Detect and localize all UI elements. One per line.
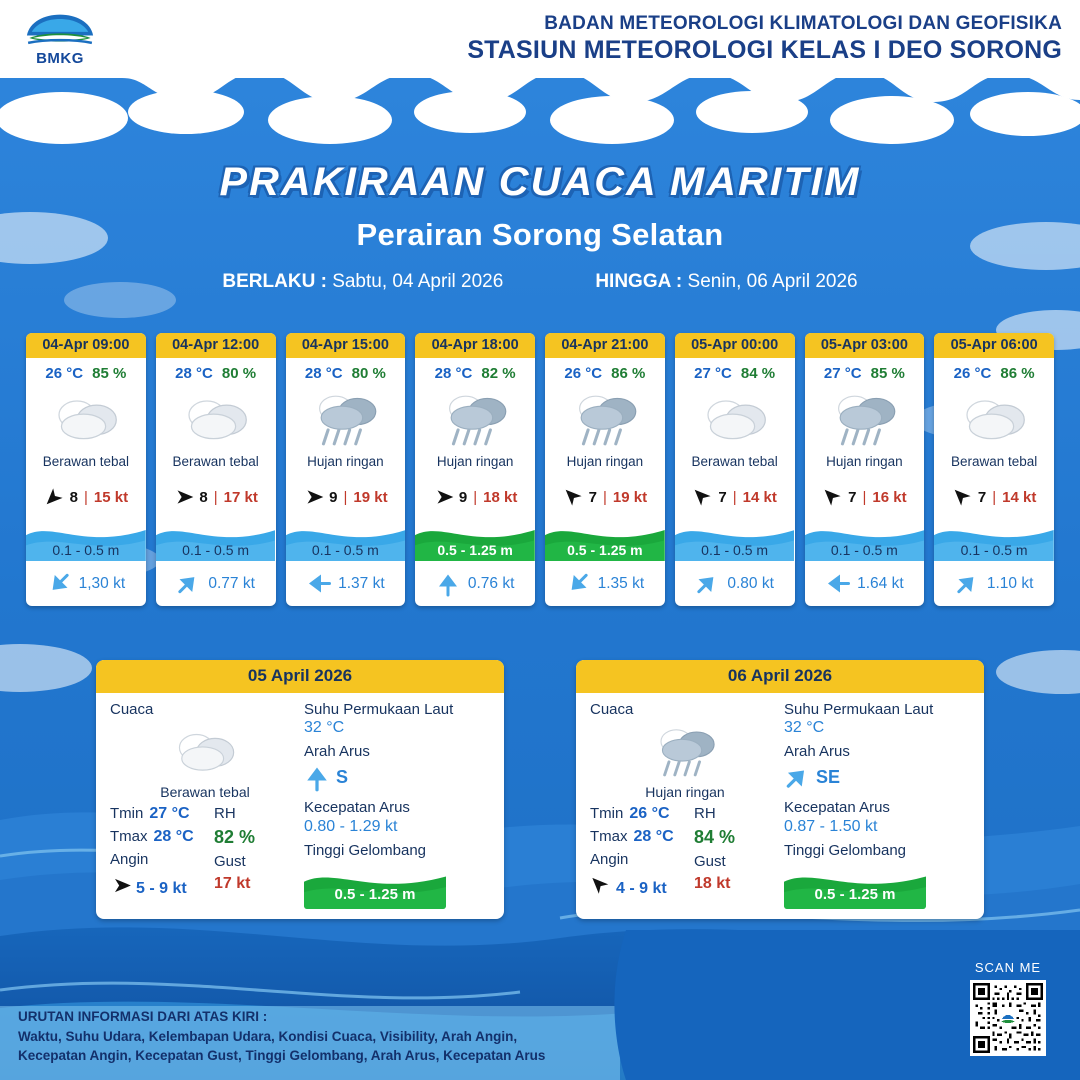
- forecast-current: [675, 563, 795, 606]
- forecast-temperature: 26 °C: [953, 365, 992, 382]
- forecast-time: 05-Apr 06:00: [934, 333, 1054, 358]
- forecast-card: [156, 333, 276, 606]
- forecast-temperature: 26 °C: [45, 365, 84, 382]
- daily-condition: Hujan ringan: [645, 784, 725, 800]
- validity-row: [0, 271, 1080, 293]
- daily-wave-height: 0.5 - 1.25 m: [334, 886, 416, 903]
- forecast-condition: Berawan tebal: [172, 454, 259, 469]
- daily-gel-label: Tinggi Gelombang: [304, 842, 427, 859]
- qr-code[interactable]: [970, 980, 1046, 1056]
- daily-tmin-label: Tmin: [110, 805, 144, 822]
- forecast-temp-humidity: [286, 358, 406, 384]
- daily-arus-label: Arah Arus: [784, 743, 850, 760]
- forecast-wave-height: 0.5 - 1.25 m: [567, 542, 643, 558]
- forecast-condition: Hujan ringan: [436, 454, 514, 469]
- forecast-wind-speed: 14 kt: [1002, 488, 1037, 506]
- forecast-card-list: [26, 333, 1054, 606]
- forecast-weather-icon: [675, 384, 795, 454]
- daily-angin: 5 - 9 kt: [136, 880, 187, 897]
- forecast-time: 04-Apr 09:00: [26, 333, 146, 358]
- daily-sst-label: Suhu Permukaan Laut: [784, 701, 934, 718]
- daily-kec: 0.87 - 1.50 kt: [784, 818, 878, 835]
- forecast-current: [805, 563, 925, 606]
- legend-line-3: Kecepatan Angin, Kecepatan Gust, Tinggi Gelombang, Arah Arus, Kecepatan Arus: [18, 1048, 546, 1064]
- forecast-temperature: 27 °C: [823, 365, 862, 382]
- forecast-card: [545, 333, 665, 606]
- forecast-current: [934, 563, 1054, 606]
- forecast-wind-speed: 15 kt: [93, 488, 129, 506]
- daily-gel-label: Tinggi Gelombang: [784, 842, 907, 859]
- forecast-wind-visibility: 7: [848, 488, 857, 506]
- forecast-wind-visibility: 7: [588, 488, 597, 506]
- cloudy-icon: [179, 392, 253, 446]
- forecast-condition: Hujan ringan: [566, 454, 644, 469]
- current-direction-arrow: [304, 762, 330, 793]
- daily-forecast-panel: [96, 660, 504, 919]
- daily-cuaca-label: Cuaca: [590, 701, 634, 718]
- daily-rh-label: RH: [214, 805, 236, 822]
- forecast-humidity: 86 %: [1000, 365, 1035, 382]
- forecast-current: [156, 563, 276, 606]
- daily-date: 06 April 2026: [576, 660, 984, 693]
- legend-note: [18, 1007, 545, 1066]
- cloudy-icon: [957, 392, 1031, 446]
- daily-arus-dir-text: S: [336, 767, 349, 787]
- daily-cuaca-label: Cuaca: [110, 701, 154, 718]
- valid-from-value: Sabtu, 04 April 2026: [332, 271, 504, 292]
- forecast-wind-visibility: 9: [329, 488, 338, 506]
- forecast-wind-speed: 14 kt: [742, 488, 777, 506]
- forecast-condition: Berawan tebal: [691, 454, 778, 469]
- forecast-wave-band: [675, 519, 795, 563]
- daily-weather-icon: [110, 720, 300, 784]
- forecast-current: [545, 563, 665, 606]
- forecast-time: 04-Apr 21:00: [545, 333, 665, 358]
- wind-direction-arrow: [108, 876, 133, 896]
- forecast-temperature: 28 °C: [434, 365, 473, 382]
- forecast-wind: [805, 473, 925, 519]
- wind-direction-arrow: [431, 487, 455, 507]
- forecast-humidity: 86 %: [611, 365, 646, 382]
- forecast-time: 04-Apr 12:00: [156, 333, 276, 358]
- forecast-weather-icon: [545, 384, 665, 454]
- daily-kec-label: Kecepatan Arus: [784, 799, 890, 816]
- cloudy-icon: [698, 392, 772, 446]
- forecast-temp-humidity: [415, 358, 535, 384]
- daily-tmax-label: Tmax: [110, 828, 148, 845]
- forecast-current-speed: 1.35 kt: [597, 574, 645, 592]
- forecast-wind-visibility: 7: [977, 488, 987, 506]
- forecast-current: [286, 563, 406, 606]
- forecast-temperature: 28 °C: [304, 365, 343, 382]
- cloudy-icon: [49, 392, 123, 446]
- daily-wave-box: [784, 865, 926, 909]
- bmkg-logo: [0, 11, 120, 67]
- rain-icon: [650, 724, 720, 779]
- valid-to: [595, 271, 857, 293]
- forecast-wind-speed: 17 kt: [223, 488, 258, 506]
- forecast-wind: [675, 473, 795, 519]
- current-direction-arrow: [689, 565, 726, 602]
- forecast-wind: [415, 473, 535, 519]
- current-direction-arrow: [823, 572, 852, 596]
- forecast-wind-speed: 19 kt: [353, 488, 388, 506]
- valid-from-label: BERLAKU :: [222, 271, 327, 292]
- daily-kec: 0.80 - 1.29 kt: [304, 818, 398, 835]
- forecast-card: [805, 333, 925, 606]
- forecast-wave-height: 0.1 - 0.5 m: [960, 542, 1028, 558]
- wind-direction-arrow: [687, 481, 718, 512]
- bmkg-logo-mark: [23, 11, 97, 49]
- daily-rh: 84 %: [694, 827, 736, 847]
- forecast-humidity: 85 %: [92, 365, 127, 382]
- forecast-humidity: 82 %: [481, 365, 516, 382]
- forecast-condition: Berawan tebal: [950, 454, 1038, 469]
- forecast-temp-humidity: [934, 358, 1054, 384]
- wind-direction-arrow: [946, 481, 977, 512]
- forecast-time: 04-Apr 15:00: [286, 333, 406, 358]
- current-direction-arrow: [170, 565, 207, 602]
- forecast-card: [415, 333, 535, 606]
- forecast-wave-band: [805, 519, 925, 563]
- forecast-wind: [545, 473, 665, 519]
- forecast-weather-icon: [934, 384, 1054, 454]
- forecast-current-speed: 0.80 kt: [727, 574, 774, 592]
- wind-separator: |: [343, 488, 348, 506]
- rain-icon: [568, 390, 642, 448]
- forecast-condition: Hujan ringan: [826, 454, 903, 469]
- rain-icon: [438, 390, 512, 448]
- rain-icon: [827, 390, 901, 448]
- forecast-wave-band: [545, 519, 665, 563]
- forecast-wind-speed: 18 kt: [483, 488, 518, 506]
- daily-gust-label: Gust: [214, 853, 246, 870]
- daily-sst: 32 °C: [784, 719, 825, 736]
- forecast-weather-icon: [805, 384, 925, 454]
- wind-direction-arrow: [38, 481, 69, 512]
- forecast-time: 05-Apr 03:00: [805, 333, 925, 358]
- forecast-card: [934, 333, 1054, 606]
- daily-tmin: 26 °C: [629, 805, 670, 822]
- wind-separator: |: [862, 488, 867, 506]
- forecast-temperature: 28 °C: [175, 365, 213, 382]
- forecast-card: [26, 333, 146, 606]
- forecast-wind: [934, 473, 1054, 519]
- legend-line-1: URUTAN INFORMASI DARI ATAS KIRI :: [18, 1009, 268, 1025]
- daily-gust: 17 kt: [214, 875, 251, 892]
- valid-to-value: Senin, 06 April 2026: [687, 271, 858, 292]
- wind-direction-arrow: [301, 487, 325, 507]
- forecast-wave-height: 0.1 - 0.5 m: [701, 542, 769, 558]
- forecast-wave-height: 0.1 - 0.5 m: [311, 542, 379, 558]
- forecast-card: [286, 333, 406, 606]
- forecast-card: [675, 333, 795, 606]
- forecast-wind-visibility: 8: [69, 488, 78, 506]
- daily-angin-label: Angin: [110, 851, 149, 868]
- forecast-humidity: 80 %: [351, 365, 386, 382]
- forecast-wave-band: [26, 519, 146, 563]
- wind-direction-arrow: [817, 481, 848, 512]
- forecast-wave-band: [286, 519, 406, 563]
- forecast-weather-icon: [415, 384, 535, 454]
- forecast-temperature: 27 °C: [694, 365, 732, 382]
- daily-tmin-label: Tmin: [590, 805, 624, 822]
- valid-from: [222, 271, 503, 293]
- daily-gust: 18 kt: [694, 875, 731, 892]
- forecast-condition: Berawan tebal: [42, 454, 130, 469]
- forecast-temp-humidity: [545, 358, 665, 384]
- forecast-humidity: 84 %: [740, 365, 776, 382]
- daily-sst: 32 °C: [304, 719, 345, 736]
- forecast-wave-height: 0.5 - 1.25 m: [437, 542, 513, 558]
- station-name: STASIUN METEOROLOGI KELAS I DEO SORONG: [467, 36, 1062, 64]
- current-direction-arrow: [304, 572, 333, 596]
- daily-date: 05 April 2026: [96, 660, 504, 693]
- current-direction-arrow: [436, 569, 460, 598]
- forecast-humidity: 85 %: [870, 365, 905, 382]
- daily-wave-box: [304, 865, 446, 909]
- forecast-time: 05-Apr 00:00: [675, 333, 795, 358]
- forecast-current-speed: 1.37 kt: [338, 574, 385, 592]
- wind-separator: |: [213, 488, 218, 506]
- forecast-wave-height: 0.1 - 0.5 m: [52, 542, 120, 558]
- forecast-wind: [286, 473, 406, 519]
- forecast-wind-visibility: 7: [718, 488, 727, 506]
- daily-arus-direction: [304, 762, 490, 793]
- page-header: [0, 0, 1080, 78]
- title-block: [0, 160, 1080, 293]
- daily-angin: 4 - 9 kt: [616, 880, 667, 897]
- daily-arus-direction: [784, 762, 970, 793]
- forecast-humidity: 80 %: [221, 365, 257, 382]
- daily-sst-label: Suhu Permukaan Laut: [304, 701, 454, 718]
- current-direction-arrow: [559, 565, 596, 602]
- forecast-current: [415, 563, 535, 606]
- forecast-temperature: 26 °C: [564, 365, 603, 382]
- wind-direction-arrow: [557, 481, 588, 512]
- wind-separator: |: [602, 488, 607, 506]
- wind-separator: |: [83, 488, 88, 506]
- forecast-wave-band: [934, 519, 1054, 563]
- daily-gust-label: Gust: [694, 853, 726, 870]
- forecast-wave-height: 0.1 - 0.5 m: [830, 542, 898, 558]
- forecast-temp-humidity: [26, 358, 146, 384]
- wind-separator: |: [732, 488, 737, 506]
- daily-tmax-label: Tmax: [590, 828, 628, 845]
- daily-rh-label: RH: [694, 805, 716, 822]
- forecast-wind-speed: 16 kt: [872, 488, 907, 506]
- daily-arus-dir-text: SE: [816, 767, 841, 787]
- daily-kec-label: Kecepatan Arus: [304, 799, 410, 816]
- daily-forecast-panel: [576, 660, 984, 919]
- daily-tmin: 27 °C: [149, 805, 190, 822]
- forecast-current-speed: 1.64 kt: [857, 574, 904, 592]
- daily-condition: Berawan tebal: [160, 784, 250, 800]
- forecast-temp-humidity: [156, 358, 276, 384]
- agency-name: BADAN METEOROLOGI KLIMATOLOGI DAN GEOFISIKA: [544, 13, 1062, 34]
- daily-tmax: 28 °C: [633, 828, 674, 845]
- daily-wave-height: 0.5 - 1.25 m: [814, 886, 896, 903]
- forecast-weather-icon: [26, 384, 146, 454]
- bmkg-logo-text: BMKG: [36, 50, 84, 67]
- current-direction-arrow: [948, 565, 985, 602]
- daily-arus-label: Arah Arus: [304, 743, 370, 760]
- legend-line-2: Waktu, Suhu Udara, Kelembapan Udara, Kondisi Cuaca, Visibility, Arah Angin,: [18, 1028, 518, 1044]
- forecast-time: 04-Apr 18:00: [415, 333, 535, 358]
- cloudy-icon: [170, 726, 240, 777]
- scan-me-block: [970, 960, 1046, 1056]
- forecast-wave-band: [415, 519, 535, 563]
- forecast-wind-visibility: 8: [199, 488, 208, 506]
- forecast-current-speed: 1.10 kt: [986, 574, 1034, 592]
- wind-separator: |: [473, 488, 478, 506]
- wind-direction-arrow: [171, 487, 195, 507]
- valid-to-label: HINGGA :: [595, 271, 683, 292]
- forecast-wind: [26, 473, 146, 519]
- daily-rh: 82 %: [214, 827, 256, 847]
- forecast-current-speed: 1,30 kt: [78, 574, 126, 592]
- forecast-temp-humidity: [675, 358, 795, 384]
- forecast-current: [26, 563, 146, 606]
- forecast-wave-height: 0.1 - 0.5 m: [182, 542, 250, 558]
- scan-me-label: SCAN ME: [974, 960, 1042, 975]
- daily-weather-icon: [590, 720, 780, 784]
- forecast-wind-speed: 19 kt: [612, 488, 648, 506]
- forecast-weather-icon: [156, 384, 276, 454]
- daily-tmax: 28 °C: [153, 828, 194, 845]
- forecast-current-speed: 0.77 kt: [208, 574, 255, 592]
- forecast-wind-visibility: 9: [458, 488, 468, 506]
- daily-angin-label: Angin: [590, 851, 629, 868]
- wind-direction-arrow: [584, 870, 616, 902]
- wind-separator: |: [992, 488, 997, 506]
- current-direction-arrow: [777, 757, 817, 797]
- forecast-temp-humidity: [805, 358, 925, 384]
- page-title: PRAKIRAAN CUACA MARITIM: [219, 160, 861, 204]
- forecast-wind: [156, 473, 276, 519]
- forecast-wave-band: [156, 519, 276, 563]
- rain-icon: [308, 390, 382, 448]
- page-subtitle: Perairan Sorong Selatan: [356, 217, 724, 252]
- forecast-condition: Hujan ringan: [307, 454, 384, 469]
- forecast-weather-icon: [286, 384, 406, 454]
- daily-panel-list: [96, 660, 984, 919]
- current-direction-arrow: [40, 565, 77, 602]
- forecast-current-speed: 0.76 kt: [467, 574, 515, 592]
